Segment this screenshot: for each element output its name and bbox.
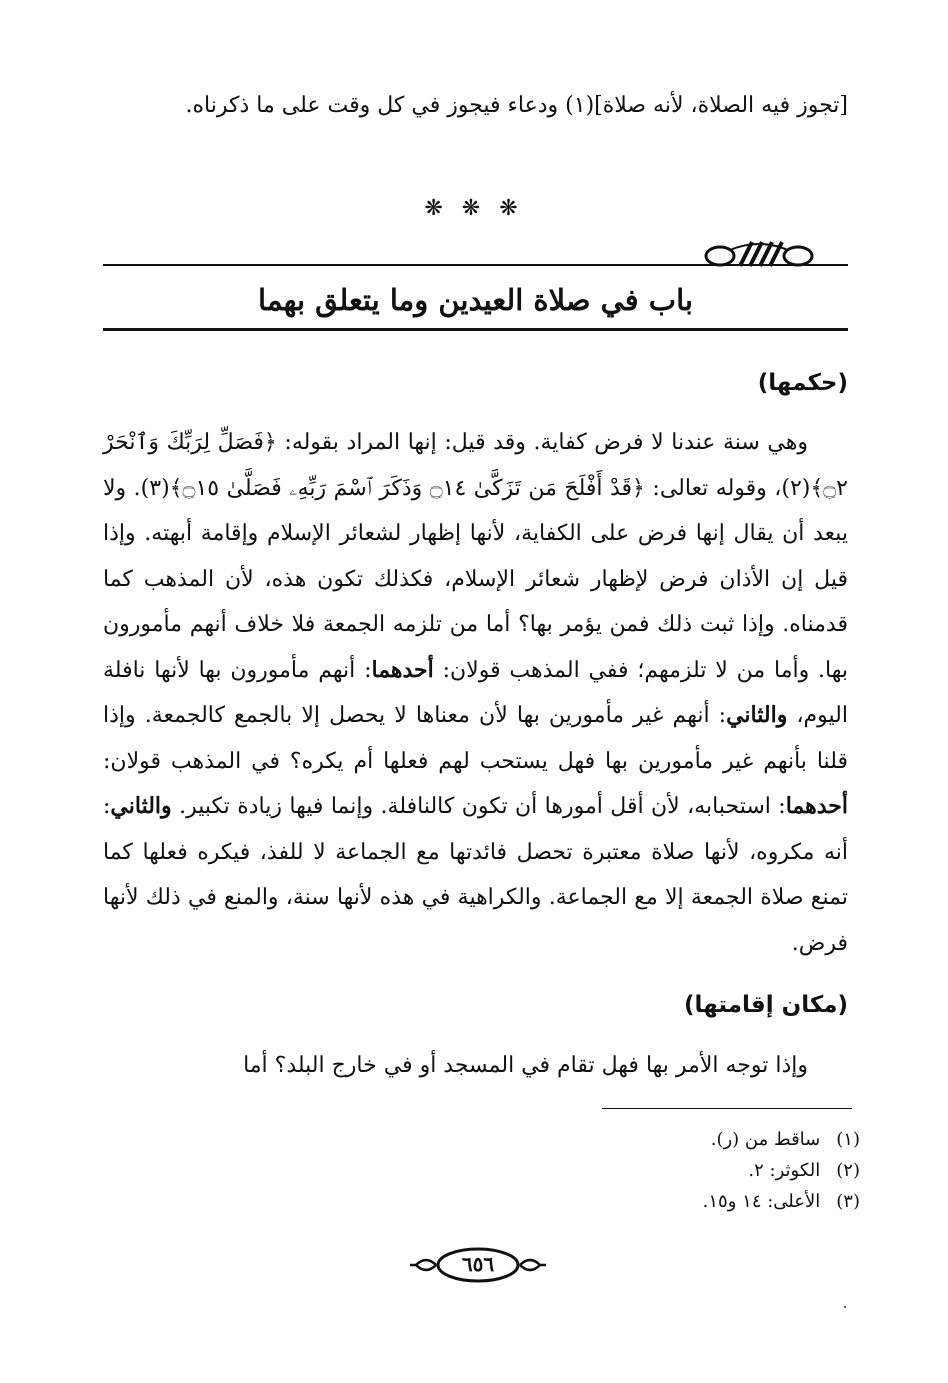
chapter-ornament: [700, 236, 818, 272]
section-heading-location: (مكان إقامتها): [684, 992, 848, 1018]
bold-term: أحدهما: [371, 656, 434, 683]
chapter-rule-top: [103, 264, 848, 266]
scan-speck: [844, 1306, 846, 1308]
paragraph-text: : استحبابه، لأن أقل أمورها أن تكون كالنافلة. وإنما فيها زيادة تكبير.: [179, 794, 786, 819]
footnote: [460, 1155, 860, 1186]
footnote: [460, 1124, 860, 1155]
bold-term: والثاني: [110, 793, 172, 819]
footnote-number: (١): [836, 1129, 860, 1150]
footnote-number: (٣): [836, 1191, 860, 1212]
paragraph-text: : أنهم مأمورون بها لأنها نافلة اليوم،: [103, 657, 848, 728]
paragraph-text: : أنهم غير مأمورين بها لأن معناها لا يحصل إلا بالجمع كالجمعة. وإذا قلنا بأنهم غير مأمورين بها فهل يستحب لهم فعلها أم يكره؟ في المذهب قولان:: [103, 703, 848, 774]
section-heading-ruling: (حكمها): [757, 370, 848, 396]
paragraph-text: وهي سنة عندنا لا فرض كفاية. وقد قيل: إنها المراد بقوله: ﴿فَصَلِّ لِرَبِّكَ وَٱنْحَرْ ۝٢﴾(٢)، وقوله تعالى: ﴿قَدْ أَفْلَحَ مَن تَزَكَّىٰ ۝١٤ وَذَكَرَ ٱسْمَ رَبِّهِۦ فَصَلَّىٰ ۝١٥﴾(٣). ولا يبعد أن يقال إنها فرض على الكفاية، لأنها إظهار لشعائر الإسلام وإقامة أبهته. وإذا قيل إن الأذان فرض لإظهار شعائر الإسلام، فكذلك تكون هذه، لأن المذهب كما قدمناه. وإذا ثبت ذلك فمن يؤمر بها؟ أما من تلزمه الجمعة فلا خلاف أنهم مأمورون بها. وأما من لا تلزمهم؛ ففي المذهب قولان:: [103, 430, 848, 683]
chapter-rule-bottom: [103, 328, 848, 331]
footnote-number: (٢): [836, 1160, 860, 1181]
footnote-divider: [602, 1108, 852, 1109]
footnote-text: الكوثر: ٢.: [748, 1160, 821, 1181]
bold-term: أحدهما: [785, 793, 849, 819]
page-number: ٦٥٦: [461, 1252, 495, 1276]
section-separator: ❋ ❋ ❋: [424, 196, 524, 221]
bold-term: والثاني: [726, 702, 788, 728]
paragraph-text: : أنه مكروه، لأنها صلاة معتبرة تحصل فائدتها مع الجماعة لا للفذ، فيكره فعلها كما تمنع صلاة الجمعة إلا مع الجماعة. والكراهية في هذه لأنها سنة، والمنع في ذلك لأنها فرض.: [103, 794, 848, 956]
chapter-title: باب في صلاة العيدين وما يتعلق بهما: [258, 283, 693, 317]
section-location-paragraph: وإذا توجه الأمر بها فهل تقام في المسجد أو في خارج البلد؟ أما: [243, 1053, 808, 1078]
page-number-frame: [408, 1245, 548, 1287]
footnote-text: الأعلى: ١٤ و١٥.: [702, 1191, 821, 1212]
footnotes: [460, 1124, 860, 1217]
footnote-text: ساقط من (ر).: [710, 1129, 821, 1150]
top-paragraph: [تجوز فيه الصلاة، لأنه صلاة](١) ودعاء فيجوز في كل وقت على ما ذكرناه.: [185, 93, 848, 118]
section-ruling-paragraph: [103, 420, 848, 966]
footnote: [460, 1186, 860, 1217]
